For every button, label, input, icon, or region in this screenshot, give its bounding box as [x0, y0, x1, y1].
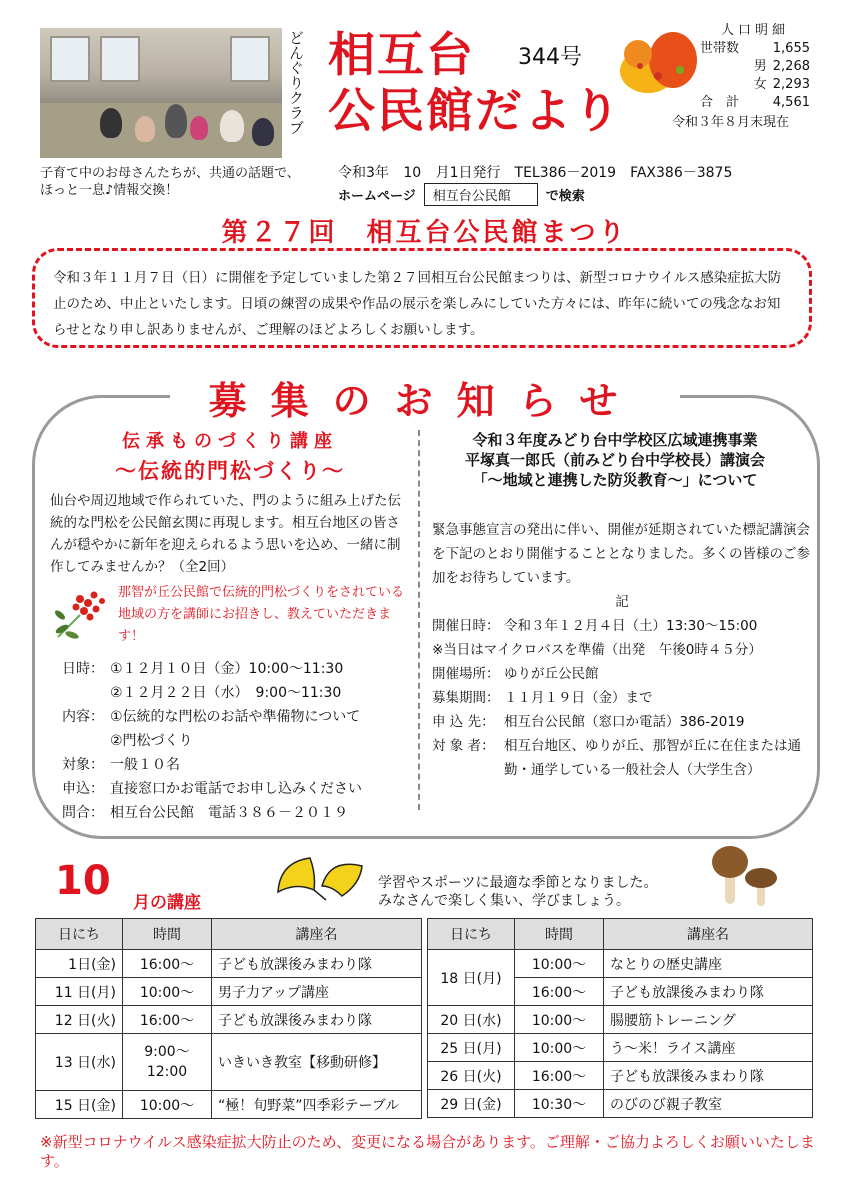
footer-note: ※新型コロナウイルス感染症拡大防止のため、変更になる場合があります。ご理解・ご協力よろしくお願いいたします。	[40, 1133, 815, 1170]
homepage-label: ホームページ	[338, 189, 416, 204]
table-row: 1日(金) 16:00～ 子ども放課後みまわり隊	[36, 950, 422, 978]
photo-person	[252, 118, 274, 146]
lecture-table-left	[35, 918, 422, 1119]
lecture-ki-mark: 記	[615, 594, 629, 610]
schedule-row: 問合： 相互台公民館 電話３８６－２０１９	[62, 805, 348, 821]
ginkgo-leaves-icon	[270, 852, 370, 904]
photo-floor	[40, 103, 282, 158]
nanten-berries-icon	[50, 585, 112, 645]
lecture-intro	[378, 874, 657, 910]
homepage-info	[338, 183, 585, 206]
issue-number: 344号	[518, 45, 582, 70]
recruit-title: 募集のお知らせ	[170, 370, 680, 425]
kadomatsu-schedule	[62, 657, 412, 825]
homepage-suffix: で検索	[545, 189, 585, 204]
lecture-detail-row: 対 象 者： 相互台地区、ゆりが丘、那智が丘に在住または通勤・通学している一般社会人（大学生含）	[432, 738, 801, 778]
lecture-detail-row: ※当日はマイクロバスを準備（出発 午後0時４５分）	[432, 642, 762, 658]
lecture-detail-row: 募集期間： １１月１９日（金）まで	[432, 690, 653, 706]
header-name: 講座名	[604, 919, 813, 950]
schedule-row: 日時： ①１２月１０日（金）10:00～11:30	[62, 661, 344, 677]
table-row: 26 日(火) 16:00～ 子ども放課後みまわり隊	[428, 1062, 813, 1090]
kadomatsu-title: 伝承ものづくり講座	[122, 431, 338, 452]
table-header	[36, 919, 422, 950]
title-line-1: 相互台	[328, 28, 475, 83]
schedule-row: 対象： 一般１０名	[62, 757, 180, 773]
lecture-title-line: 「～地域と連携した防災教育～」について	[472, 471, 758, 489]
lecture-title-line: 平塚真一郎氏（前みどり台中学校長）講演会	[464, 451, 765, 469]
header-name: 講座名	[212, 919, 422, 950]
schedule-row: ②１２月２２日（水） 9:00～11:30	[110, 685, 342, 701]
photo-person	[165, 104, 187, 138]
lecture-event-title	[430, 430, 800, 490]
table-row: 13 日(水) 9:00～ 12:00 いきいき教室【移動研修】	[36, 1034, 422, 1091]
kadomatsu-instructor-note: 那智が丘公民館で伝統的門松づくりをされている地域の方を講師にお招きし、教えていただきます！	[118, 585, 405, 644]
table-row: 11 日(月) 10:00～ 男子力アップ講座	[36, 978, 422, 1006]
population-row: 世帯数 1,655	[700, 41, 810, 56]
intro-line: みなさんで楽しく集い、学びましょう。	[378, 893, 630, 909]
title-line-2: 公民館だより	[328, 84, 622, 139]
photo-window	[230, 36, 270, 82]
table-row: 29 日(金) 10:30～ のびのび親子教室	[428, 1090, 813, 1118]
schedule-row: ②門松づくり	[110, 733, 193, 749]
lecture-detail-row: 開催日時： 令和３年１２月４日（土）13:30～15:00	[432, 618, 758, 634]
intro-line: 学習やスポーツに最適な季節となりました。	[378, 875, 658, 891]
population-row: 女 2,293	[753, 77, 810, 92]
table-row: 20 日(水) 10:00～ 腸腰筋トレーニング	[428, 1006, 813, 1034]
population-row: 男 2,268	[753, 59, 810, 74]
lecture-detail-row: 開催場所： ゆりが丘公民館	[432, 666, 599, 682]
population-title: 人口明細	[720, 23, 789, 38]
lecture-description: 緊急事態宣言の発出に伴い、開催が延期されていた標記講演会を下記のとおり開催することとなりました。多くの皆様のご参加をお待ちしています。	[432, 522, 810, 586]
kadomatsu-description: 仙台や周辺地域で作られていた、門のように組み上げた伝統的な門松を公民館玄関に再現します。相互台地区の皆さんが穏やかに新年を迎えられるよう思いを込め、一緒に制作してみませんか？（全2回）	[50, 493, 401, 575]
population-date: 令和３年８月末現在	[672, 115, 790, 130]
photo-person	[220, 110, 244, 142]
population-stats	[672, 22, 810, 132]
autumn-leaves-icon	[618, 26, 700, 94]
header-date: 日にち	[36, 919, 123, 950]
photo-caption: 子育て中のお母さんたちが、共通の話題で、ほっと一息♪情報交換！	[40, 166, 300, 198]
table-row: 15 日(金) 10:00～ “極！旬野菜”四季彩テーブル	[36, 1091, 422, 1119]
header-time: 時間	[123, 919, 212, 950]
table-row: 12 日(火) 16:00～ 子ども放課後みまわり隊	[36, 1006, 422, 1034]
lecture-detail-row: 申 込 先： 相互台公民館（窓口か電話）386-2019	[432, 714, 745, 730]
schedule-row: 内容： ①伝統的な門松のお話や準備物について	[62, 709, 361, 725]
festival-title: 第２７回 相互台公民館まつり	[221, 218, 628, 248]
photo-window	[50, 36, 90, 82]
lecture-title-line: 令和３年度みどり台中学校区広域連携事業	[472, 431, 758, 449]
table-row: 16:00～ 子ども放課後みまわり隊	[428, 978, 813, 1006]
photo-person	[100, 108, 122, 138]
festival-notice: 令和３年１１月７日（日）に開催を予定していました第２７回相互台公民館まつりは、新型コロナウイルス感染症拡大防止のため、中止といたします。日頃の練習の成果や作品の展示を楽しみにしていた方々には、昨年に続いての残念なお知らせとなり申し訳ありませんが、ご理解のほどよろしくお願いします。	[32, 248, 812, 348]
photo-window	[100, 36, 140, 82]
population-row: 合 計 4,561	[700, 95, 810, 110]
photo-person	[190, 116, 208, 140]
table-row: 25 日(月) 10:00～ う～米！ライス講座	[428, 1034, 813, 1062]
month-label: 月の講座	[133, 893, 201, 913]
column-divider	[418, 430, 420, 810]
month-number: 10	[55, 858, 111, 904]
table-row: 18 日(月) 10:00～ なとりの歴史講座	[428, 950, 813, 978]
kadomatsu-subtitle: ～伝統的門松づくり～	[115, 459, 345, 483]
mushroom-icon	[705, 840, 785, 912]
lecture-table-right	[427, 918, 813, 1118]
club-photo	[40, 28, 282, 158]
homepage-search-box: 相互台公民館	[424, 183, 538, 206]
publish-info: 令和3年 10 月1日発行 TEL386－2019 FAX386－3875	[338, 165, 733, 181]
header-date: 日にち	[428, 919, 515, 950]
table-header	[428, 919, 813, 950]
club-label: どんぐりクラブ	[287, 30, 305, 135]
header-time: 時間	[515, 919, 604, 950]
photo-person	[135, 116, 155, 142]
lecture-event-body	[432, 518, 812, 782]
schedule-row: 申込： 直接窓口かお電話でお申し込みください	[62, 781, 362, 797]
